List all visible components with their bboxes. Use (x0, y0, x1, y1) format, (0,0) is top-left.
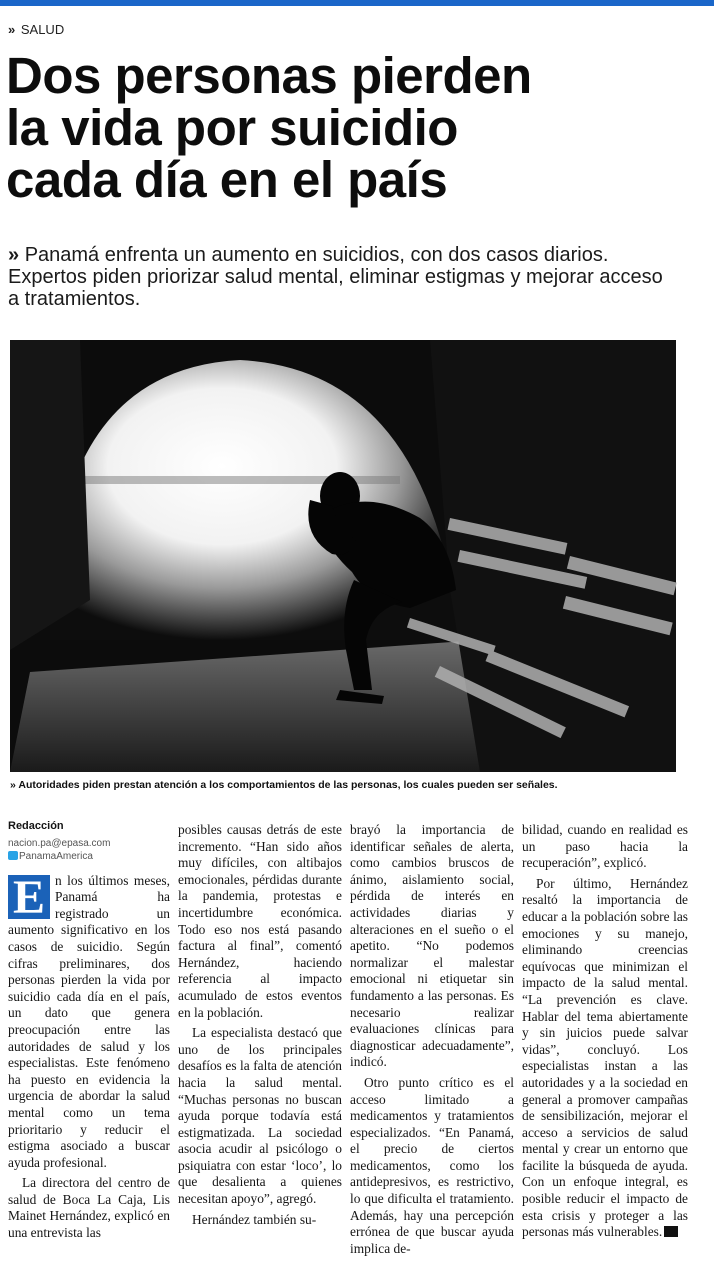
paragraph-text: n los últimos meses, Panamá ha registrado un aumento significativo en los casos de suicidio. Según cifras preliminares, dos personas pierden la vida por suicidio cada día en el país, un dato que genera preocupación entre las autoridades de salud y los especialistas. Este fenómeno ha puesto en evidencia la urgencia de abordar la salud mental como un tema prioritario y reducir el estigma asociado a buscar ayuda profesional. (8, 872, 170, 1170)
paragraph: bilidad, cuando en realidad es un paso hacia la recuperación”, explicó. (522, 822, 688, 871)
dek-text: Panamá enfrenta un aumento en suicidios, con dos casos diarios. Expertos piden priorizar salud mental, eliminar estigmas y mejorar acceso a tratamientos. (8, 244, 663, 310)
article-photo (10, 340, 676, 772)
headline-line-3: cada día en el país (6, 151, 448, 208)
paragraph (8, 870, 170, 1172)
top-accent-bar (0, 0, 714, 6)
photo-caption (10, 779, 676, 791)
paragraph: La especialista destacó que uno de los principales desafíos es la falta de atención hacia la salud mental. “Muchas personas no buscan ayuda porque todavía está estigmatizada. La sociedad asocia acudir al psicólogo o psiquiatra con estar ‘loco’, lo que desalienta a quienes necesitan apoyo”, agregó. (178, 1025, 342, 1207)
headline (6, 47, 706, 208)
article-column-2 (178, 822, 342, 1232)
article-column-4 (522, 822, 688, 1245)
paragraph: La directora del centro de salud de Boca La Caja, Lis Mainet Hernández, explicó en una entrevista las (8, 1175, 170, 1241)
article-column-1 (8, 818, 170, 1246)
headline-line-1: Dos personas pierden (6, 47, 532, 104)
drop-cap: E (8, 875, 50, 919)
end-of-article-icon (664, 1226, 678, 1237)
paragraph: brayó la importancia de identificar señales de alerta, como cambios bruscos de ánimo, aislamiento social, pérdida de interés en actividades diarias y alteraciones en el sueño o el apetito. “No podemos normalizar el malestar emocional ni etiquetar sin fundamento a las personas. Es necesario realizar evaluaciones clínicas para diagnosticar adecuadamente”, indicó. (350, 822, 514, 1070)
caption-text: Autoridades piden prestan atención a los comportamientos de las personas, los cuales pueden ser señales. (18, 779, 558, 791)
paragraph: Otro punto crítico es el acceso limitado a medicamentos y tratamientos especializados. “En Panamá, el precio de ciertos medicamentos, como los antidepresivos, es restrictivo, lo que dificulta el tratamiento. Además, hay una percepción errónea de que buscar ayuda implica de- (350, 1074, 514, 1256)
subheadline (8, 244, 668, 310)
paragraph (522, 876, 688, 1241)
twitter-handle: PanamaAmerica (19, 850, 93, 862)
section-name: SALUD (20, 22, 65, 37)
headline-line-2: la vida por suicidio (6, 99, 458, 156)
byline-author: Redacción (8, 820, 64, 832)
byline-email[interactable]: nacion.pa@epasa.com (8, 837, 111, 849)
paragraph: Hernández también su- (192, 1211, 317, 1227)
section-marker: » (8, 22, 16, 37)
twitter-icon (8, 851, 18, 860)
man-on-bench-silhouette-icon (10, 340, 676, 772)
article-column-3 (350, 822, 514, 1261)
dek-marker: » (8, 244, 20, 266)
paragraph-text: Por último, Hernández resaltó la importancia de educar a la población sobre las emociones y su manejo, eliminando creencias equívocas que minimizan el impacto de la salud mental. “La prevención es clave. Hablar del tema abiertamente y sin juicios puede salvar vidas”, concluyó. Los especialistas instan a las autoridades y a la sociedad en general a promover campañas de sensibilización, mejorar el acceso a servicios de salud mental y crear un entorno que facilite la búsqueda de ayuda. Con un enfoque integral, es posible reducir el impacto de esta crisis y proteger a las personas más vulnerables. (522, 875, 688, 1240)
paragraph: posibles causas detrás de este incremento. “Han sido años muy difíciles, con altibajos emocionales, pérdidas durante la pandemia, protestas e incertidumbre económica. Todo eso nos está pasando factura al final”, comentó Hernández, haciendo referencia al impacto acumulado de estos eventos en la población. (178, 822, 342, 1020)
caption-marker: » (10, 779, 16, 791)
section-label (8, 22, 64, 37)
byline-twitter[interactable] (8, 850, 170, 863)
